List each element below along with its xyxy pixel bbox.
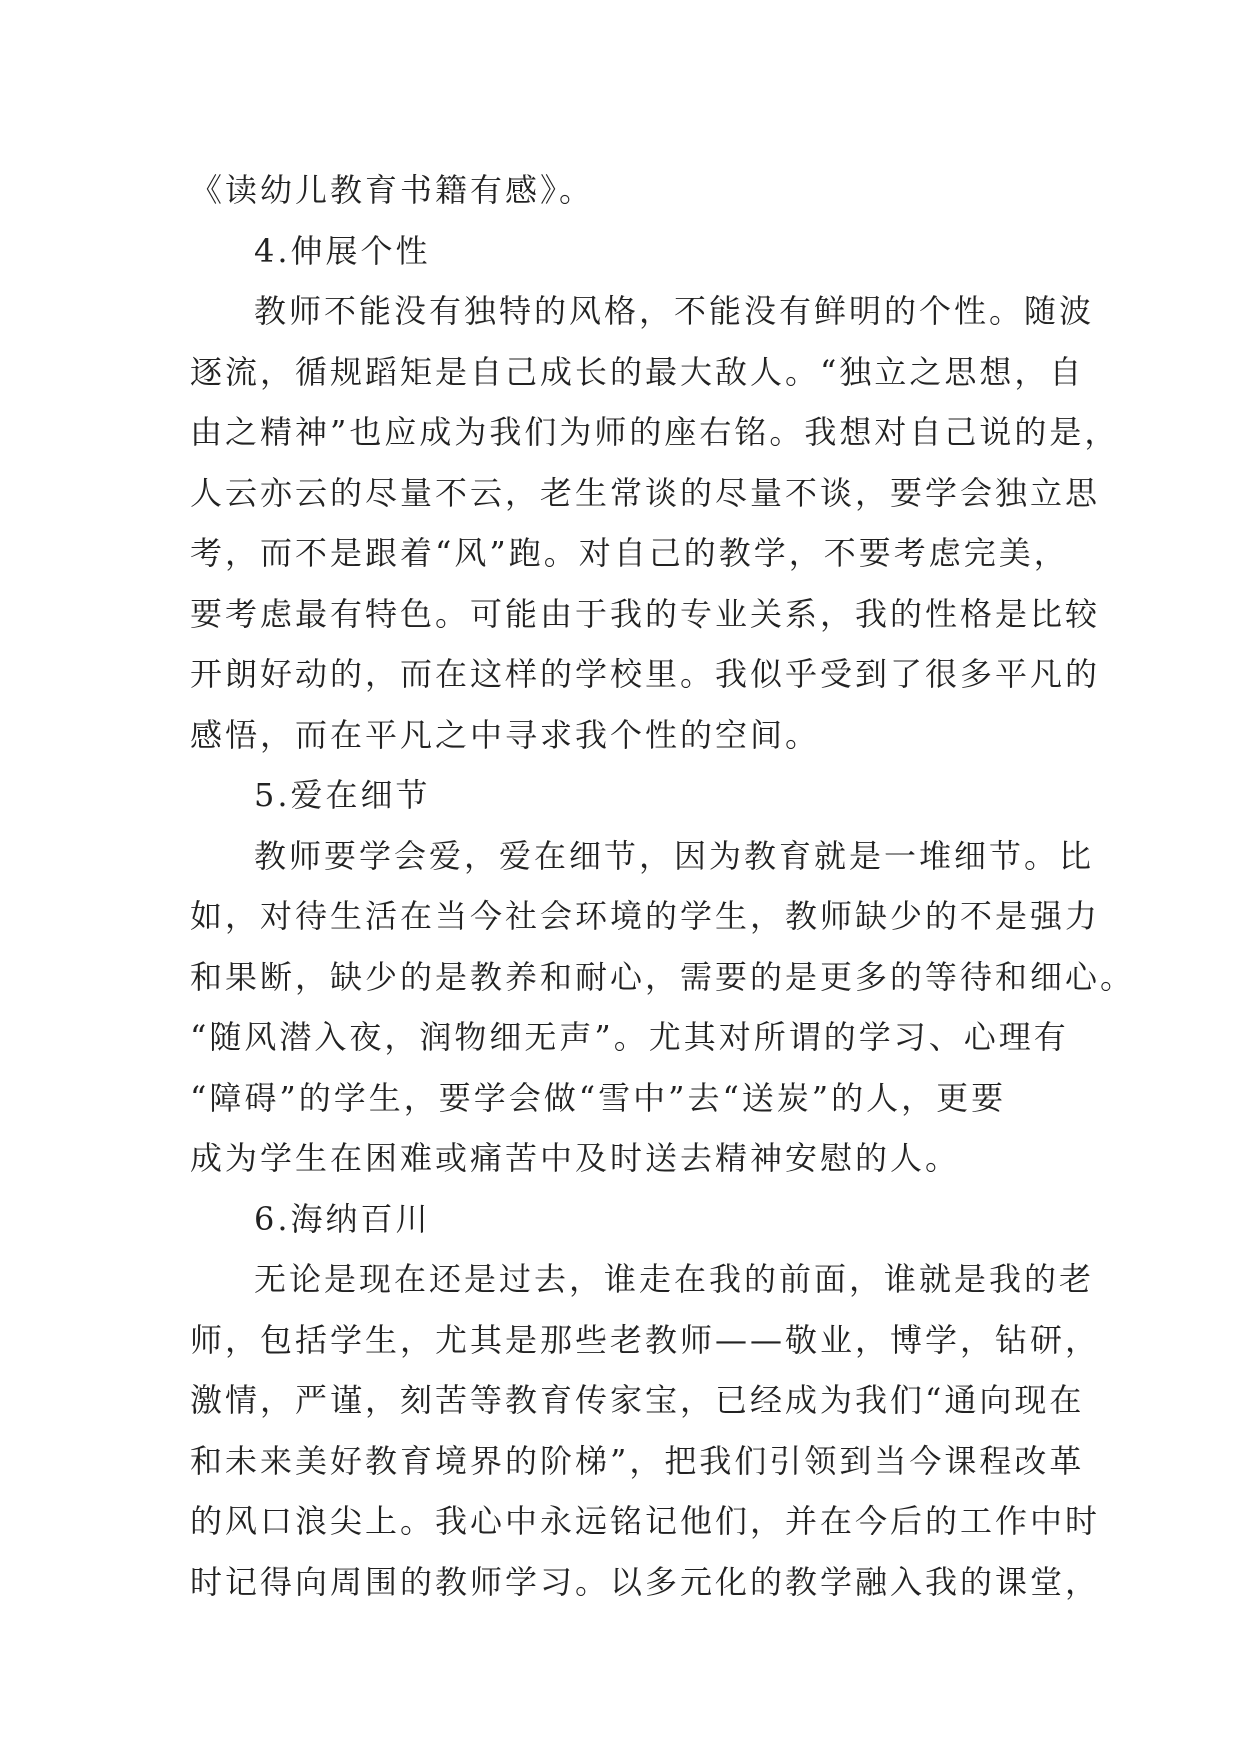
text-line: 教师要学会爱，爱在细节，因为教育就是一堆细节。比 xyxy=(254,836,1095,875)
text-line: 的风口浪尖上。我心中永远铭记他们，并在今后的工作中时 xyxy=(190,1502,1101,1540)
document-body xyxy=(190,160,1136,1612)
text-line: 成为学生在困难或痛苦中及时送去精神安慰的人。 xyxy=(190,1139,961,1177)
text-line: 《读幼儿教育书籍有感》。 xyxy=(190,171,595,209)
text-line: 由之精神”也应成为我们为师的座右铭。我想对自己说的是， xyxy=(190,413,1120,451)
text-line: 时记得向周围的教师学习。以多元化的教学融入我的课堂， xyxy=(190,1562,1101,1601)
section-heading: 6.海纳百川 xyxy=(254,1199,431,1238)
text-line: 如，对待生活在当今社会环境的学生，教师缺少的不是强力 xyxy=(190,897,1101,935)
text-line: 和未来美好教育境界的阶梯”，把我们引领到当今课程改革 xyxy=(190,1441,1085,1480)
text-line: 人云亦云的尽量不云，老生常谈的尽量不谈，要学会独立思 xyxy=(190,473,1101,512)
section-heading: 4.伸展个性 xyxy=(254,231,431,270)
text-line: 逐流，循规蹈矩是自己成长的最大敌人。“独立之思想，自 xyxy=(190,352,1085,391)
text-line: 和果断，缺少的是教养和耐心，需要的是更多的等待和细心。 xyxy=(190,957,1136,996)
text-line: 无论是现在还是过去，谁走在我的前面，谁就是我的老 xyxy=(254,1260,1095,1298)
text-line: 教师不能没有独特的风格，不能没有鲜明的个性。随波 xyxy=(254,292,1095,330)
text-line: 开朗好动的，而在这样的学校里。我似乎受到了很多平凡的 xyxy=(190,655,1101,693)
text-line: 考，而不是跟着“风”跑。对自己的教学，不要考虑完美， xyxy=(190,534,1069,572)
text-line: 师，包括学生，尤其是那些老教师——敬业，博学，钻研， xyxy=(190,1320,1101,1359)
text-line: “障碍”的学生，要学会做“雪中”去“送炭”的人，更要 xyxy=(190,1078,1007,1117)
text-line: “随风潜入夜，润物细无声”。尤其对所谓的学习、心理有 xyxy=(190,1018,1069,1056)
text-line: 激情，严谨，刻苦等教育传家宝，已经成为我们“通向现在 xyxy=(190,1381,1085,1419)
text-line: 感悟，而在平凡之中寻求我个性的空间。 xyxy=(190,715,821,754)
section-heading: 5.爱在细节 xyxy=(254,776,431,814)
text-line: 要考虑最有特色。可能由于我的专业关系，我的性格是比较 xyxy=(190,594,1101,633)
